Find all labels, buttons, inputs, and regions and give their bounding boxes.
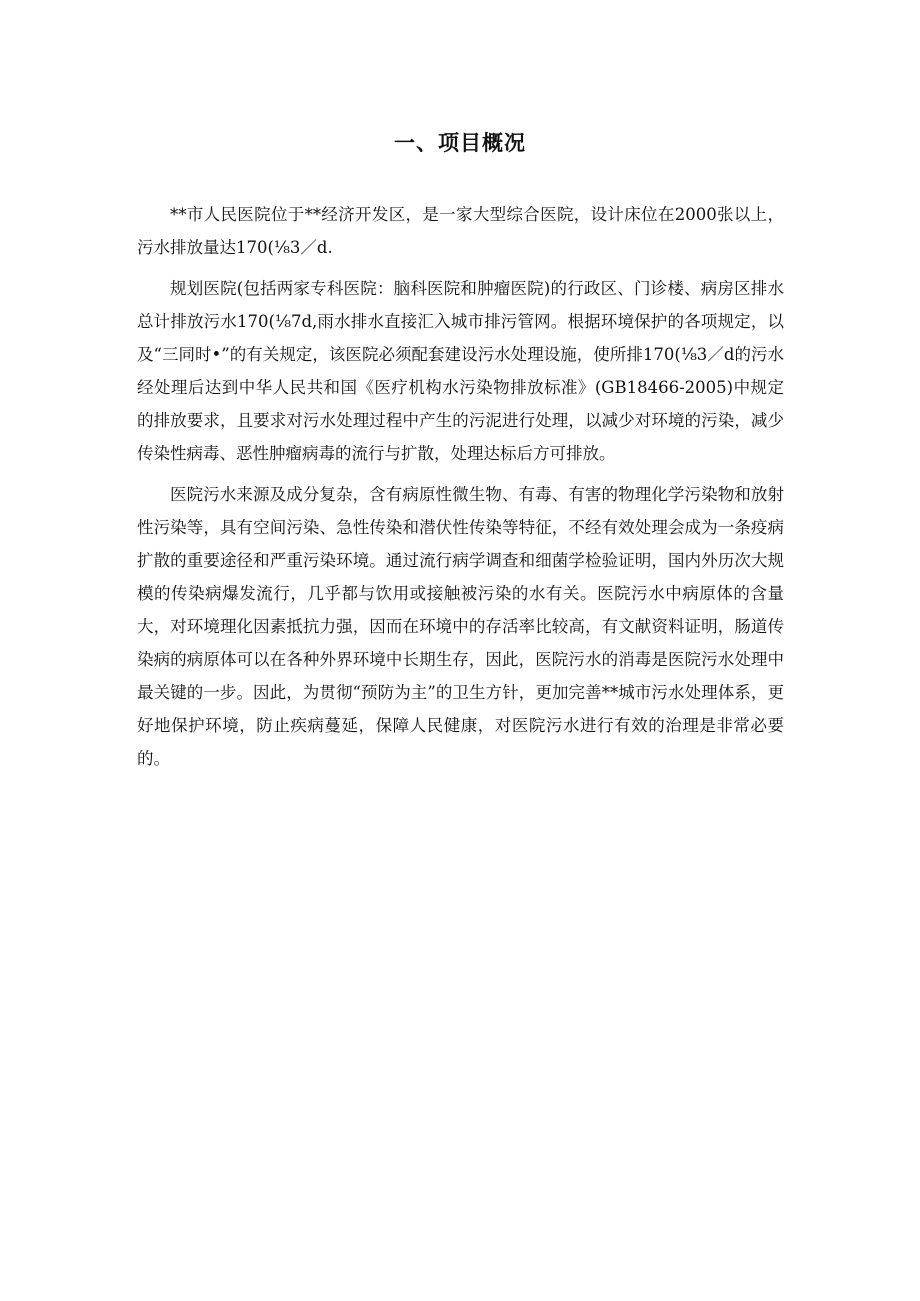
paragraph-planning: 规划医院(包括两家专科医院：脑科医院和肿瘤医院)的行政区、门诊楼、病房区排水总计排放污水170(⅛7d,雨水排水直接汇入城市排污管网。根据环境保护的各项规定，以及“三同时•”的有关规定，该医院必须配套建设污水处理设施，使所排170(⅛3／d的污水经处理后达到中华人民共和国《医疗机构水污染物排放标准》(GB18466-2005)中规定的排放要求，且要求对污水处理过程中产生的污泥进行处理，以减少对环境的污染，减少传染性病毒、恶性肿瘤病毒的流行与扩散，处理达标后方可排放。 — [137, 279, 784, 463]
section-title: 一、项目概况 — [394, 131, 526, 155]
paragraph-overview: **市人民医院位于**经济开发区，是一家大型综合医院，设计床位在2000张以上，污水排放量达170(⅛3／d. — [137, 205, 784, 257]
body-text — [137, 198, 784, 783]
paragraph-wastewater-risk: 医院污水来源及成分复杂，含有病原性微生物、有毒、有害的物理化学污染物和放射性污染等，具有空间污染、急性传染和潜伏性传染等特征，不经有效处理会成为一条疫病扩散的重要途径和严重污染环境。通过流行病学调查和细菌学检验证明，国内外历次大规模的传染病爆发流行，几乎都与饮用或接触被污染的水有关。医院污水中病原体的含量大，对环境理化因素抵抗力强，因而在环境中的存活率比较高，有文献资料证明，肠道传染病的病原体可以在各种外界环境中长期生存，因此，医院污水的消毒是医院污水处理中最关键的一步。因此，为贯彻“预防为主”的卫生方针，更加完善**城市污水处理体系，更好地保护环境，防止疾病蔓延，保障人民健康，对医院污水进行有效的治理是非常必要的。 — [137, 485, 784, 768]
